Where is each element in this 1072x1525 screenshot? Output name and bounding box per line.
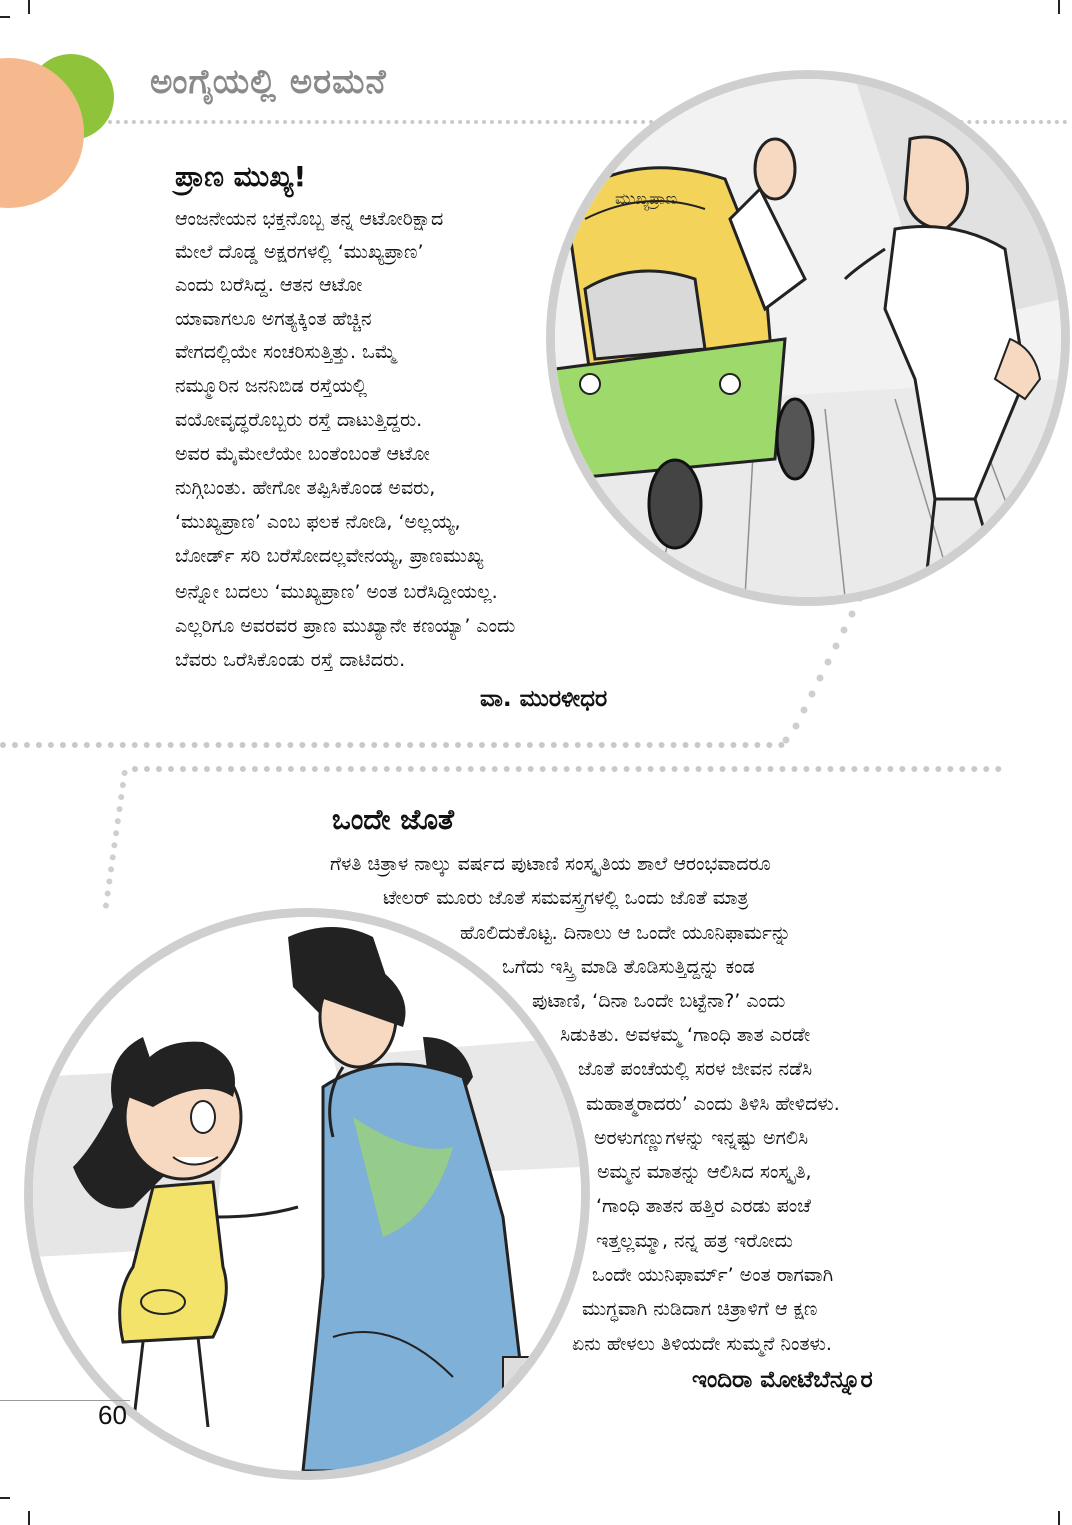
story2-line: ಟೇಲರ್ ಮೂರು ಜೊತೆ ಸಮವಸ್ತ್ರಗಳಲ್ಲಿ ಒಂದು ಜೊತೆ ಮಾತ್ರ [383,887,749,909]
crop-mark [1058,0,1060,14]
story2-line: ಮುಗ್ಧವಾಗಿ ನುಡಿದಾಗ ಚಿತ್ರಾಳಿಗೆ ಆ ಕ್ಷಣ [582,1298,818,1320]
story1-line: ‘ಮುಖ್ಯಪ್ರಾಣ’ ಎಂಬ ಫಲಕ ನೋಡಿ, ‘ಅಲ್ಲಯ್ಯ, [175,511,461,533]
story2-line: ಒಂದೇ ಯುನಿಫಾರ್ಮ್’ ಅಂತ ರಾಗವಾಗಿ [592,1264,834,1286]
story2-line: ಪುಟಾಣಿ, ‘ದಿನಾ ಒಂದೇ ಬಟ್ಟೆನಾ?’ ಎಂದು [532,990,786,1012]
story1-line: ಬೆವರು ಒರೆಸಿಕೊಂಡು ರಸ್ತೆ ದಾಟಿದರು. [175,649,406,671]
story1-line: ಎಂದು ಬರೆಸಿದ್ದ. ಆತನ ಆಟೋ [175,274,363,296]
story2-line: ಮಹಾತ್ಮರಾದರು’ ಎಂದು ತಿಳಿಸಿ ಹೇಳಿದಳು. [586,1093,840,1115]
story1-line: ಮೇಲೆ ದೊಡ್ಡ ಅಕ್ಷರಗಳಲ್ಲಿ ‘ಮುಖ್ಯಪ್ರಾಣ’ [175,241,424,263]
middle-dotted-rule-2 [132,766,1002,772]
story1-line: ವೇಗದಲ್ಲಿಯೇ ಸಂಚರಿಸುತ್ತಿತ್ತು. ಒಮ್ಮೆ [175,341,397,363]
mother-child-cartoon-illustration [24,908,590,1480]
story2-line: ಏನು ಹೇಳಲು ತಿಳಿಯದೇ ಸುಮ್ಮನೆ ನಿಂತಳು. [572,1333,832,1355]
story2-author: ಇಂದಿರಾ ಮೋಟೆಬೆನ್ನೂರ [692,1367,873,1393]
story1-line: ಬೋರ್ಡ್ ಸರಿ ಬರೆಸೋದಲ್ಲವೇನಯ್ಯ, ಪ್ರಾಣಮುಖ್ಯ [175,545,484,567]
story1-line: ನುಗ್ಗಿಬಂತು. ಹೇಗೋ ತಪ್ಪಿಸಿಕೊಂಡ ಅವರು, [175,477,436,499]
crop-mark [28,1511,30,1525]
crop-mark [1058,1511,1060,1525]
story1-author: ವಾ. ಮುರಳೀಧರ [480,686,608,712]
crop-mark [28,0,30,14]
story2-line: ಅಮ್ಮನ ಮಾತನ್ನು ಆಲಿಸಿದ ಸಂಸ್ಕೃತಿ, [597,1161,812,1183]
story1-line: ಅವರ ಮೈಮೇಲೆಯೇ ಬಂತೆಂಬಂತೆ ಆಟೋ [175,443,430,465]
story1-line: ನಮ್ಮೂರಿನ ಜನನಿಬಿಡ ರಸ್ತೆಯಲ್ಲಿ [175,375,368,397]
story2-title: ಒಂದೇ ಜೊತೆ [332,803,455,836]
story1-line: ವಯೋವೃದ್ಧರೊಬ್ಬರು ರಸ್ತೆ ದಾಟುತ್ತಿದ್ದರು. [175,409,423,431]
story1-line: ಅನ್ನೋ ಬದಲು ‘ಮುಖ್ಯಪ್ರಾಣ’ ಅಂತ ಬರೆಸಿದ್ದೀಯಲ್ಲ. [175,581,498,603]
dotted-divider [0,590,1072,890]
story2-line: ಗೆಳತಿ ಚಿತ್ರಾಳ ನಾಲ್ಕು ವರ್ಷದ ಪುಟಾಣಿ ಸಂಸ್ಕೃತಿಯ ಶಾಲೆ ಆರಂಭವಾದರೂ [330,853,771,875]
story2-line: ಇತ್ತಲ್ಲಮ್ಮಾ, ನನ್ನ ಹತ್ರ ಇರೋದು [596,1230,793,1252]
story1-line: ಯಾವಾಗಲೂ ಅಗತ್ಯಕ್ಕಿಂತ ಹೆಚ್ಚಿನ [175,308,372,330]
story2-line: ಹೊಲಿದುಕೊಟ್ಟ. ದಿನಾಲು ಆ ಒಂದೇ ಯೂನಿಫಾರ್ಮನ್ನು [460,922,792,944]
story2-line: ‘ಗಾಂಧಿ ತಾತನ ಹತ್ತಿರ ಎರಡು ಪಂಚೆ [596,1195,811,1217]
crop-mark [0,1497,10,1499]
mother-child-drawing [33,917,581,1471]
cartoon-sign-text: ಮುಖ್ಯಪ್ರಾಣ [615,189,678,208]
section-title: ಅಂಗೈಯಲ್ಲಿ ಅರಮನೆ [150,62,387,102]
auto-cartoon-illustration [546,70,1070,606]
auto-cartoon-drawing [555,79,1061,597]
story2-line: ಜೊತೆ ಪಂಚೆಯಲ್ಲಿ ಸರಳ ಜೀವನ ನಡೆಸಿ [578,1058,813,1080]
story1-title: ಪ್ರಾಣ ಮುಖ್ಯ! [175,160,307,193]
story1-line: ಆಂಜನೇಯನ ಭಕ್ತನೊಬ್ಬ ತನ್ನ ಆಟೋರಿಕ್ಷಾದ [175,208,444,230]
story2-line: ಸಿಡುಕಿತು. ಅವಳಮ್ಮ ‘ಗಾಂಧಿ ತಾತ ಎರಡೇ [560,1024,811,1046]
story1-line: ಎಲ್ಲರಿಗೂ ಅವರವರ ಪ್ರಾಣ ಮುಖ್ಯಾನೇ ಕಣಯ್ಯಾ’ ಎಂದು [175,615,516,637]
crop-mark [0,16,10,18]
page-number: 60 [98,1400,127,1430]
middle-dotted-rule [0,742,785,748]
story2-line: ಒಗೆದು ಇಸ್ತ್ರಿ ಮಾಡಿ ತೊಡಿಸುತ್ತಿದ್ದನ್ನು ಕಂಡ [502,956,755,978]
story2-line: ಅರಳುಗಣ್ಣುಗಳನ್ನು ಇನ್ನಷ್ಟು ಅಗಲಿಸಿ [594,1127,809,1149]
